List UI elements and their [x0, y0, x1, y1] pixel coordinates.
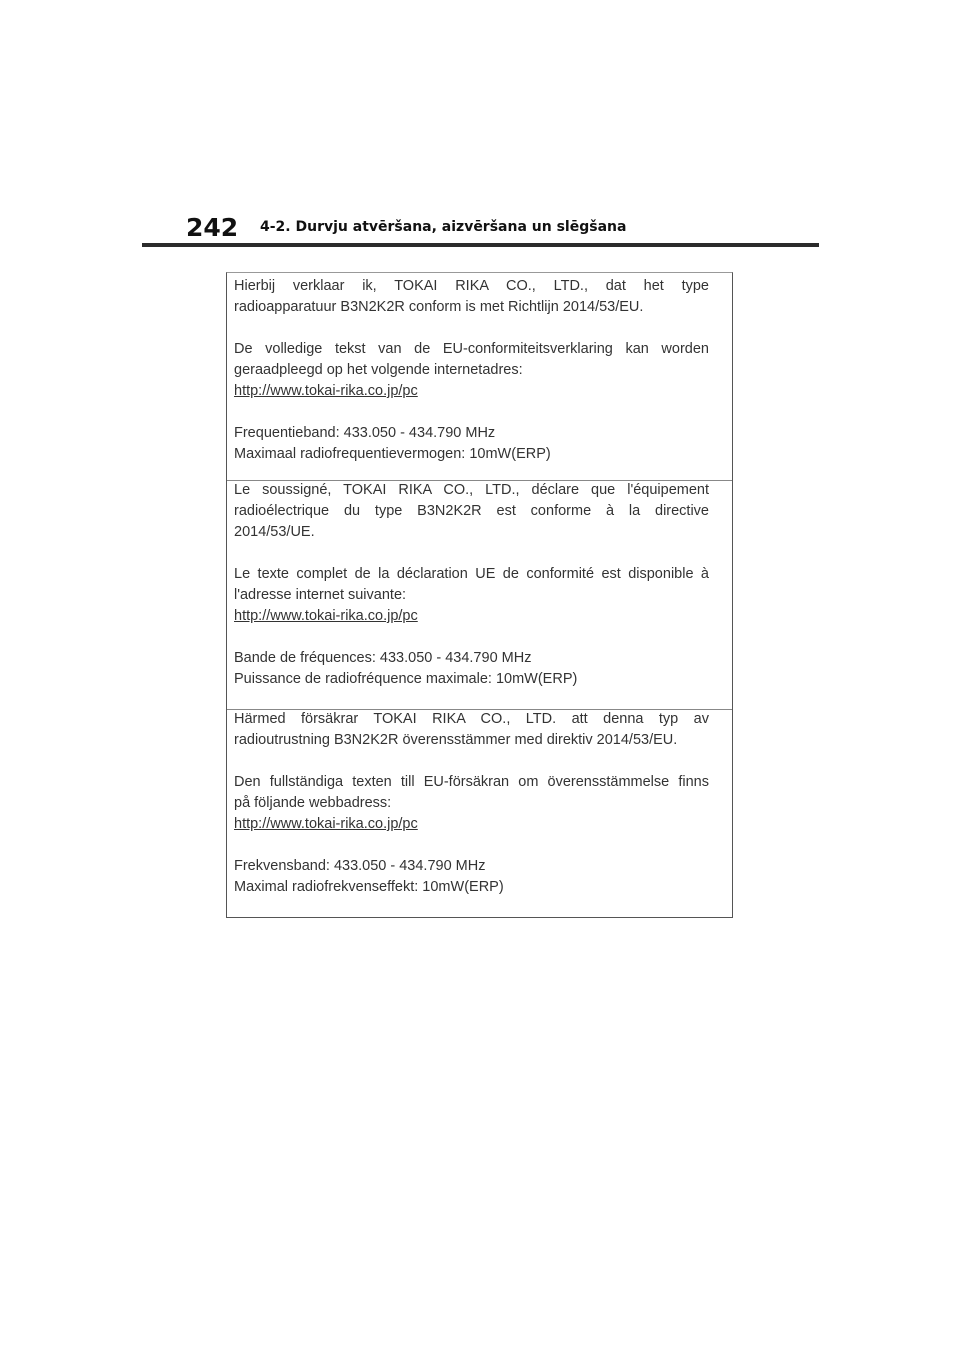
fulltext-line: Den fullständiga texten till EU-försäkran om överensstämmelse finns [234, 774, 709, 790]
fulltext-paragraph [234, 772, 709, 835]
specs-paragraph [234, 856, 709, 898]
fulltext-paragraph [234, 339, 709, 402]
intro-line: radioélectrique du type B3N2K2R est conforme à la directive [234, 503, 709, 519]
fulltext-line: geraadpleegd op het volgende internetadres: [234, 362, 523, 378]
intro-paragraph [234, 276, 709, 318]
fulltext-line: De volledige tekst van de EU-conformiteitsverklaring kan worden [234, 341, 709, 357]
declaration-dutch [227, 276, 732, 465]
declaration-url-link[interactable]: http://www.tokai-rika.co.jp/pc [234, 608, 418, 624]
fulltext-line: på följande webbadress: [234, 795, 392, 811]
intro-line: Hierbij verklaar ik, TOKAI RIKA CO., LTD., dat het type [234, 278, 709, 294]
intro-line: Härmed försäkrar TOKAI RIKA CO., LTD. att denna typ av [234, 711, 709, 727]
specs-paragraph [234, 423, 709, 465]
power-text: Maximal radiofrekvenseffekt: 10mW(ERP) [234, 879, 504, 895]
power-text: Maximaal radiofrequentievermogen: 10mW(ERP) [234, 446, 551, 462]
frequency-text: Frekvensband: 433.050 - 434.790 MHz [234, 858, 486, 874]
declaration-swedish [227, 709, 732, 898]
intro-paragraph [234, 480, 709, 543]
intro-line: radioutrustning B3N2K2R överensstämmer med direktiv 2014/53/EU. [234, 732, 678, 748]
declaration-box [226, 272, 733, 918]
power-text: Puissance de radiofréquence maximale: 10mW(ERP) [234, 671, 578, 687]
intro-line: Le soussigné, TOKAI RIKA CO., LTD., déclare que l'équipement [234, 482, 709, 498]
fulltext-paragraph [234, 564, 709, 627]
declaration-url-link[interactable]: http://www.tokai-rika.co.jp/pc [234, 383, 418, 399]
specs-paragraph [234, 648, 709, 690]
intro-paragraph [234, 709, 709, 751]
frequency-text: Bande de fréquences: 433.050 - 434.790 MHz [234, 650, 532, 666]
section-title: 4-2. Durvju atvēršana, aizvēršana un slēgšana [260, 219, 627, 235]
declaration-french [227, 480, 732, 690]
frequency-text: Frequentieband: 433.050 - 434.790 MHz [234, 425, 496, 441]
fulltext-line: l'adresse internet suivante: [234, 587, 407, 603]
page-number: 242 [186, 213, 239, 242]
intro-line: 2014/53/UE. [234, 524, 315, 540]
intro-line: radioapparatuur B3N2K2R conform is met Richtlijn 2014/53/EU. [234, 299, 644, 315]
declaration-url-link[interactable]: http://www.tokai-rika.co.jp/pc [234, 816, 418, 832]
fulltext-line: Le texte complet de la déclaration UE de conformité est disponible à [234, 566, 709, 582]
header-rule [142, 243, 819, 247]
